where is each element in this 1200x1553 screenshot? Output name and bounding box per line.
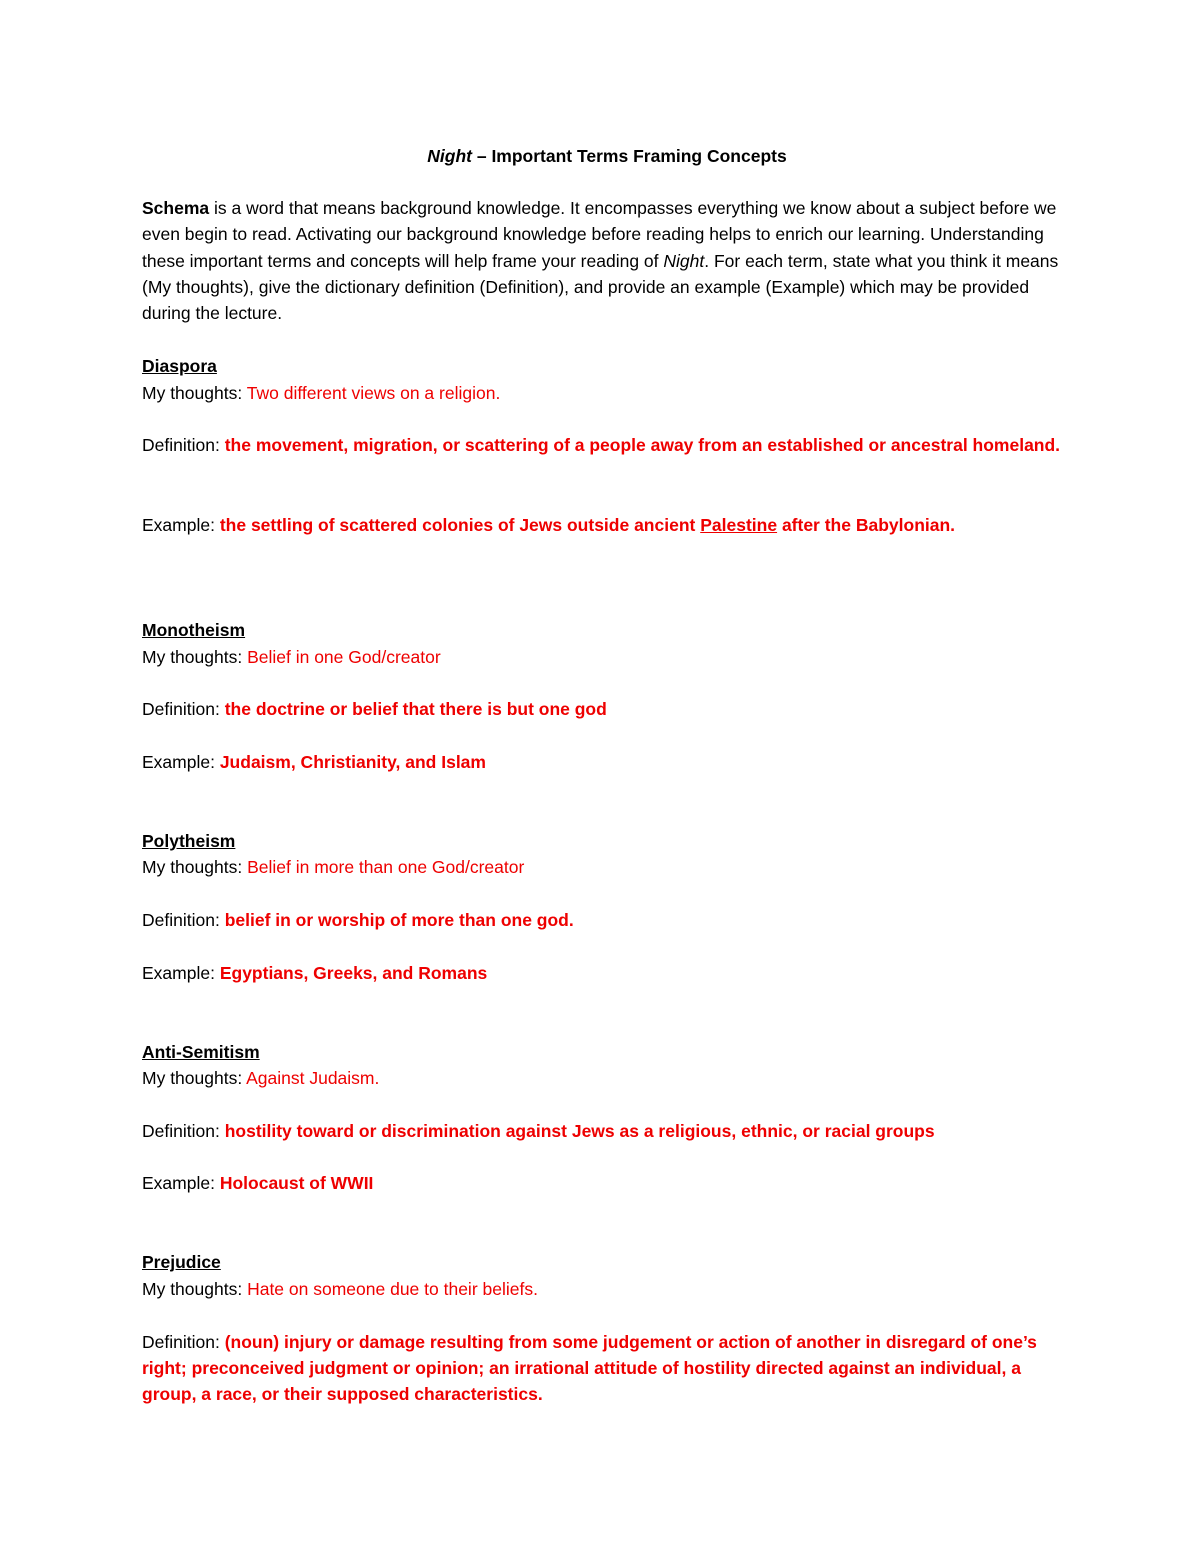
title-text: – Important Terms Framing Concepts [471, 146, 787, 166]
thoughts-label: My thoughts: [142, 647, 243, 667]
term-heading-prejudice: Prejudice [142, 1252, 221, 1272]
definition-value: (noun) injury or damage resulting from some judgement or action of another in disregard of one’s right; preconceived judgment or opinion; an irrational attitude of hostility directed against an individual, a group, a race, or their supposed characteristics. [142, 1332, 1037, 1404]
intro-paragraph [142, 195, 1072, 326]
example-label: Example: [142, 515, 215, 535]
example-label: Example: [142, 752, 215, 772]
example-value: Holocaust of WWII [219, 1173, 374, 1193]
thoughts-label: My thoughts: [142, 1279, 243, 1299]
thoughts-row-diaspora [142, 380, 500, 406]
example-value: Judaism, Christianity, and Islam [219, 752, 486, 772]
term-heading-diaspora: Diaspora [142, 356, 217, 376]
definition-row-prejudice [142, 1329, 1072, 1407]
intro-text-2: . For each term, state what you think it means (My thoughts), give the dictionary definition (Definition), and provide an example (Example) which may be provided during the lecture. [142, 250, 1059, 324]
definition-row-diaspora [142, 432, 1072, 458]
definition-row-anti-semitism [142, 1118, 935, 1144]
definition-label: Definition: [142, 1121, 220, 1141]
example-row-polytheism [142, 960, 487, 986]
example-value: Egyptians, Greeks, and Romans [219, 963, 488, 983]
term-heading-polytheism: Polytheism [142, 831, 236, 851]
definition-label: Definition: [142, 435, 220, 455]
definition-label: Definition: [142, 1332, 220, 1352]
thoughts-value: Belief in more than one God/creator [247, 857, 525, 877]
intro-text-1: is a word that means background knowledge. It encompasses everything we know about a subject before we even begin to read. Activating our background knowledge before reading helps to enrich our learning. Understanding these important terms and concepts will help frame your reading of [142, 198, 1057, 271]
definition-label: Definition: [142, 910, 220, 930]
example-row-anti-semitism [142, 1170, 373, 1196]
example-text-pre: the settling of scattered colonies of Jews outside ancient [219, 515, 701, 535]
page-title [142, 143, 1072, 169]
term-heading-anti-semitism: Anti-Semitism [142, 1042, 260, 1062]
definition-value: hostility toward or discrimination against Jews as a religious, ethnic, or racial groups [224, 1121, 935, 1141]
definition-label: Definition: [142, 699, 220, 719]
thoughts-value: Belief in one God/creator [247, 647, 441, 667]
definition-value: the movement, migration, or scattering of a people away from an established or ancestral homeland. [224, 435, 1061, 455]
thoughts-label: My thoughts: [142, 383, 243, 403]
definition-row-monotheism [142, 696, 607, 722]
intro-lead: Schema [142, 198, 210, 218]
example-label: Example: [142, 1173, 215, 1193]
thoughts-value: Hate on someone due to their beliefs. [247, 1279, 538, 1299]
term-heading-monotheism: Monotheism [142, 620, 246, 640]
example-row-diaspora [142, 512, 955, 538]
example-row-monotheism [142, 749, 486, 775]
title-italic: Night [427, 146, 472, 166]
example-label: Example: [142, 963, 215, 983]
thoughts-row-prejudice [142, 1276, 538, 1302]
thoughts-row-polytheism [142, 854, 524, 880]
thoughts-value: Against Judaism. [246, 1068, 380, 1088]
definition-value: the doctrine or belief that there is but one god [224, 699, 607, 719]
example-link-palestine[interactable]: Palestine [700, 515, 778, 535]
thoughts-row-monotheism [142, 644, 441, 670]
intro-italic: Night [663, 250, 705, 271]
example-value [220, 515, 955, 535]
thoughts-label: My thoughts: [142, 1068, 243, 1088]
definition-row-polytheism [142, 907, 574, 933]
example-text-post: after the Babylonian. [777, 515, 956, 535]
definition-value: belief in or worship of more than one god. [224, 910, 574, 930]
thoughts-value: Two different views on a religion. [246, 383, 501, 403]
thoughts-label: My thoughts: [142, 857, 243, 877]
thoughts-row-anti-semitism [142, 1065, 379, 1091]
